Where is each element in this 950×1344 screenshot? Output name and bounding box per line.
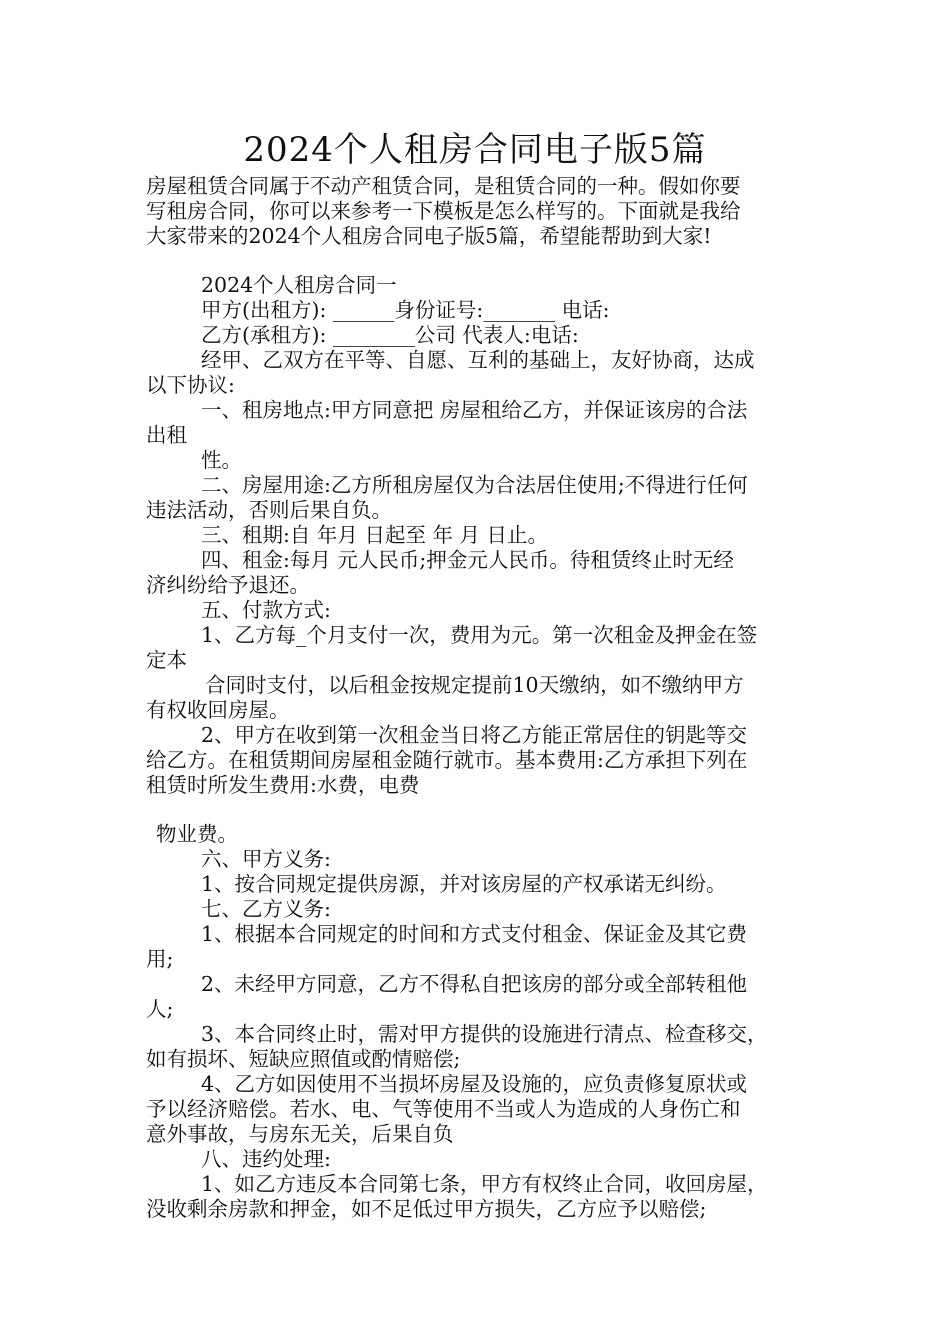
party-a-line: 甲方(出租方): ______身份证号:_______ 电话:	[201, 298, 610, 322]
sub-clause-line: 2、未经甲方同意，乙方不得私自把该房的部分或全部转租他	[201, 972, 748, 996]
body-line: 定本	[146, 648, 187, 672]
body-line: 以下协议:	[146, 373, 235, 397]
body-line: 物业费。	[156, 822, 238, 846]
party-b-line: 乙方(承租方): ________公司 代表人:电话:	[201, 323, 579, 347]
document-title: 2024个人租房合同电子版5篇	[243, 130, 707, 170]
intro-line: 大家带来的2024个人租房合同电子版5篇，希望能帮助到大家!	[146, 224, 712, 248]
body-line: 人;	[146, 997, 174, 1021]
intro-line: 房屋租赁合同属于不动产租赁合同，是租赁合同的一种。假如你要	[146, 174, 741, 198]
body-line: 性。	[201, 448, 242, 472]
sub-clause-line: 1、乙方每_个月支付一次，费用为元。第一次租金及押金在签	[201, 623, 758, 647]
clause-line: 三、租期:自 年月 日起至 年 月 日止。	[201, 523, 548, 547]
clause-line: 四、租金:每月 元人民币;押金元人民币。待租赁终止时无经	[201, 548, 734, 572]
body-line: 合同时支付，以后租金按规定提前10天缴纳，如不缴纳甲方	[205, 673, 744, 697]
body-line: 出租	[146, 423, 187, 447]
sub-clause-line: 3、本合同终止时，需对甲方提供的设施进行清点、检查移交，	[201, 1022, 768, 1046]
clause-line: 五、付款方式:	[201, 598, 331, 622]
body-line: 予以经济赔偿。若水、电、气等使用不当或人为造成的人身伤亡和	[146, 1097, 741, 1121]
body-line: 给乙方。在租赁期间房屋租金随行就市。基本费用:乙方承担下列在	[146, 748, 748, 772]
body-line: 有权收回房屋。	[146, 698, 290, 722]
clause-line: 七、乙方义务:	[201, 897, 331, 921]
contract-heading: 2024个人租房合同一	[201, 273, 397, 297]
sub-clause-line: 1、按合同规定提供房源，并对该房屋的产权承诺无纠纷。	[201, 872, 727, 896]
body-line: 违法活动，否则后果自负。	[146, 498, 392, 522]
body-line: 用;	[146, 947, 174, 971]
clause-line: 一、租房地点:甲方同意把 房屋租给乙方，并保证该房的合法	[201, 398, 748, 422]
body-line: 济纠纷给予退还。	[146, 573, 310, 597]
body-line: 没收剩余房款和押金，如不足低过甲方损失，乙方应予以赔偿;	[146, 1197, 707, 1221]
body-line: 意外事故，与房东无关，后果自负	[146, 1122, 454, 1146]
sub-clause-line: 4、乙方如因使用不当损坏房屋及设施的，应负责修复原状或	[201, 1072, 748, 1096]
clause-line: 六、甲方义务:	[201, 847, 331, 871]
sub-clause-line: 2、甲方在收到第一次租金当日将乙方能正常居住的钥匙等交	[201, 723, 748, 747]
intro-line: 写租房合同，你可以来参考一下模板是怎么样写的。下面就是我给	[146, 199, 741, 223]
clause-line: 八、违约处理:	[201, 1147, 331, 1171]
sub-clause-line: 1、如乙方违反本合同第七条，甲方有权终止合同，收回房屋，	[201, 1172, 768, 1196]
body-line: 经甲、乙双方在平等、自愿、互利的基础上，友好协商，达成	[201, 348, 755, 372]
clause-line: 二、房屋用途:乙方所租房屋仅为合法居住使用;不得进行任何	[201, 473, 748, 497]
body-line: 租赁时所发生费用:水费，电费	[146, 773, 420, 797]
sub-clause-line: 1、根据本合同规定的时间和方式支付租金、保证金及其它费	[201, 922, 748, 946]
body-line: 如有损坏、短缺应照值或酌情赔偿;	[146, 1047, 461, 1071]
